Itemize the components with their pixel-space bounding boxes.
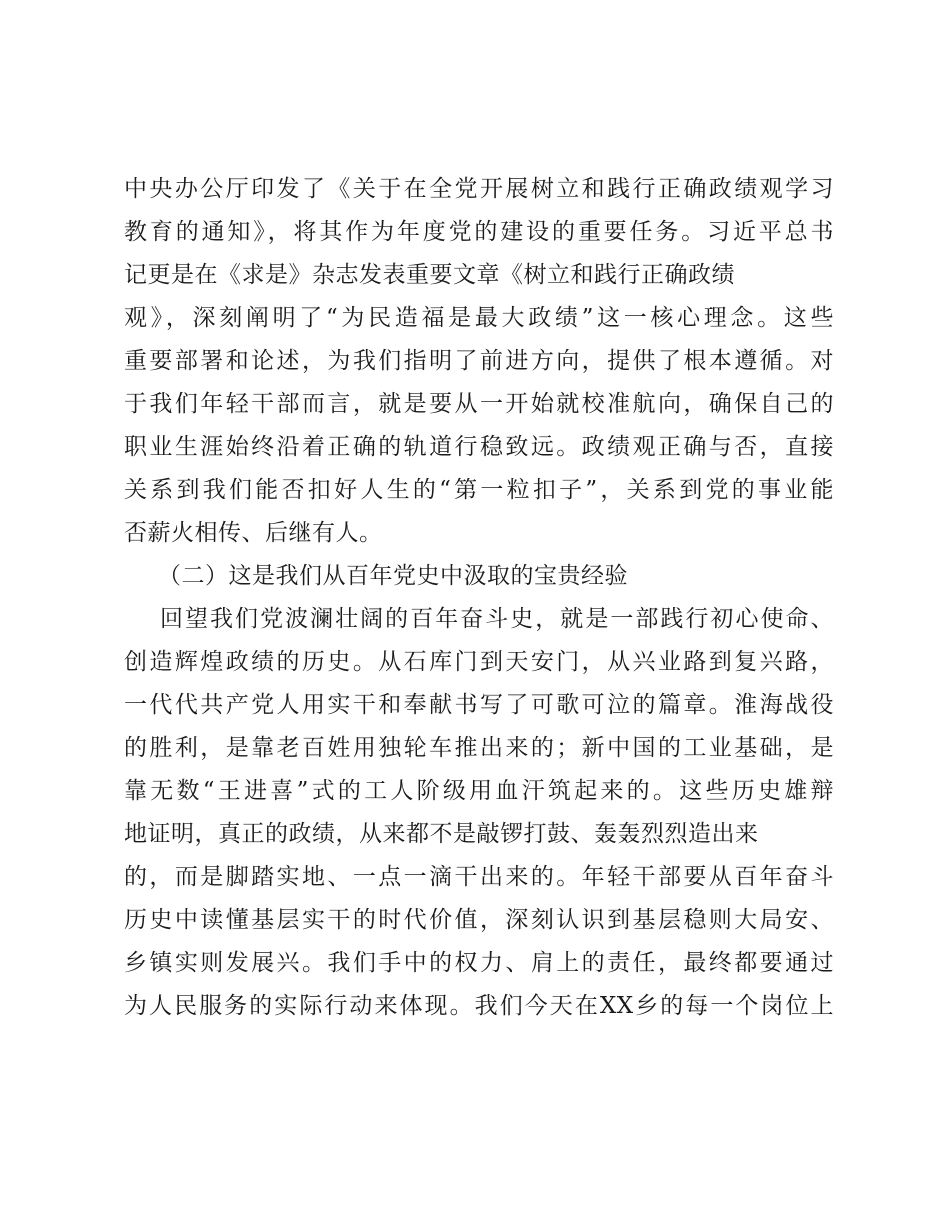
paragraph-2-line-5: 靠无数“王进喜”式的工人阶级用血汗筑起来的。这些历史雄辩 <box>124 778 834 804</box>
paragraph-2-line-7: 的，而是脚踏实地、一点一滴干出来的。年轻干部要从百年奋斗 <box>124 864 834 890</box>
paragraph-2-line-2: 创造辉煌政绩的历史。从石库门到天安门，从兴业路到复兴路， <box>124 649 834 675</box>
paragraph-1-line-2: 教育的通知》，将其作为年度党的建设的重要任务。习近平总书 <box>124 219 834 245</box>
document-body <box>124 168 834 1028</box>
paragraph-1-line-8: 关系到我们能否扣好人生的“第一粒扣子”，关系到党的事业能 <box>124 477 834 503</box>
paragraph-1-line-3: 记更是在《求是》杂志发表重要文章《树立和践行正确政绩 <box>124 262 735 288</box>
paragraph-2-line-4: 的胜利，是靠老百姓用独轮车推出来的；新中国的工业基础，是 <box>124 735 834 761</box>
paragraph-1-line-5: 重要部署和论述，为我们指明了前进方向，提供了根本遵循。对 <box>124 348 834 374</box>
paragraph-1-line-6: 于我们年轻干部而言，就是要从一开始就校准航向，确保自己的 <box>124 391 834 417</box>
paragraph-2-line-6: 地证明，真正的政绩，从来都不是敲锣打鼓、轰轰烈烈造出来 <box>124 821 759 847</box>
paragraph-2-line-10: 为人民服务的实际行动来体现。我们今天在XX乡的每一个岗位上 <box>124 993 834 1019</box>
section-heading: （二）这是我们从百年党史中汲取的宝贵经验 <box>158 563 628 589</box>
paragraph-2-line-1: 回望我们党波澜壮阔的百年奋斗史，就是一部践行初心使命、 <box>160 606 834 632</box>
paragraph-1-line-9: 否薪火相传、后继有人。 <box>124 520 383 546</box>
paragraph-2-line-8: 历史中读懂基层实干的时代价值，深刻认识到基层稳则大局安、 <box>124 907 834 933</box>
paragraph-2-line-3: 一代代共产党人用实干和奉献书写了可歌可泣的篇章。淮海战役 <box>124 692 834 718</box>
paragraph-1-line-4: 观》，深刻阐明了“为民造福是最大政绩”这一核心理念。这些 <box>124 305 834 331</box>
paragraph-1-line-1: 中央办公厅印发了《关于在全党开展树立和践行正确政绩观学习 <box>124 176 834 202</box>
paragraph-2-line-9: 乡镇实则发展兴。我们手中的权力、肩上的责任，最终都要通过 <box>124 950 834 976</box>
paragraph-1-line-7: 职业生涯始终沿着正确的轨道行稳致远。政绩观正确与否，直接 <box>124 434 834 460</box>
